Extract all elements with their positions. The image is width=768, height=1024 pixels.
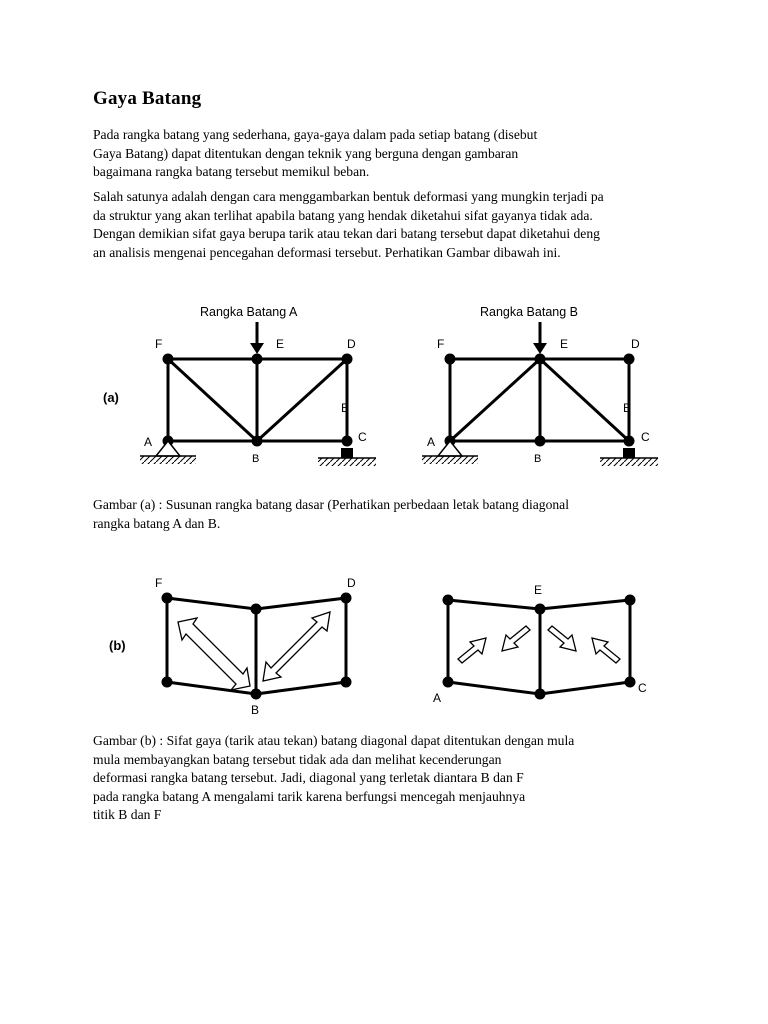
caption-line: titik B dan F — [93, 807, 162, 822]
node-label-b: B — [251, 703, 260, 717]
truss-a-members — [168, 359, 350, 441]
caption-a — [93, 496, 693, 533]
roller-support-c — [318, 448, 376, 466]
node-label-a: A — [433, 691, 442, 705]
figure-b-label: (b) — [109, 638, 126, 653]
compression-arrow — [458, 638, 486, 663]
node-label-c: C — [358, 430, 367, 444]
load-arrow — [533, 322, 547, 354]
caption-line: rangka batang A dan B. — [93, 515, 221, 531]
method-paragraph — [93, 188, 693, 262]
caption-b — [93, 732, 693, 825]
intro-paragraph — [93, 126, 693, 182]
paragraph-line: Salah satunya adalah dengan cara menggambarkan bentuk deformasi yang mungkin terjadi pa — [93, 189, 604, 204]
node-label-e: E — [560, 337, 569, 351]
truss-b-title: Rangka Batang B — [480, 305, 578, 319]
node-label-c: C — [638, 681, 647, 695]
compression-arrow — [548, 626, 576, 651]
node-label-d: D — [347, 576, 356, 590]
node-label-a: A — [427, 435, 436, 449]
caption-line: mula membayangkan batang tersebut tidak ada dan melihat kecenderungan — [93, 751, 502, 767]
node-label-e: E — [276, 337, 285, 351]
node-label-b-bottom: B — [534, 453, 542, 465]
caption-line: pada rangka batang A mengalami tarik karena berfungsi mencegah menjauhnya — [93, 788, 526, 804]
compression-arrow — [592, 638, 620, 663]
caption-line: Gambar (a) : Susunan rangka batang dasar (Perhatikan perbedaan letak batang diagonal — [93, 497, 569, 512]
truss-b — [422, 305, 658, 466]
node-label-e: E — [534, 583, 543, 597]
truss-a — [140, 305, 376, 466]
compression-arrow — [502, 626, 530, 651]
paragraph-line: an analisis mengenai pencegahan deformasi tersebut. Perhatikan Gambar dibawah ini. — [93, 244, 561, 260]
figure-a-label: (a) — [103, 390, 119, 405]
deformed-truss-left — [155, 576, 356, 717]
deformed-truss-right — [433, 583, 647, 705]
tension-arrow — [263, 612, 330, 681]
paragraph-line: Pada rangka batang yang sederhana, gaya-gaya dalam pada setiap batang (disebut — [93, 127, 538, 142]
node-label-a: A — [144, 435, 153, 449]
paragraph-line: Gaya Batang) dapat ditentukan dengan teknik yang berguna dengan gambaran — [93, 145, 519, 161]
node-label-f: F — [155, 337, 163, 351]
node-label-d: D — [347, 337, 356, 351]
paragraph-line: Dengan demikian sifat gaya berupa tarik atau tekan dari batang tersebut dapat diketahui deng — [93, 226, 600, 241]
paragraph-line: da struktur yang akan terlihat apabila batang yang hendak diketahui sifat gayanya tidak ada. — [93, 207, 593, 223]
node-label-b-bottom: B — [252, 453, 260, 465]
caption-line: deformasi rangka batang tersebut. Jadi, diagonal yang terletak diantara B dan F — [93, 770, 524, 785]
node-label-b-right: B — [623, 401, 632, 415]
node-label-c: C — [641, 430, 650, 444]
figure-a-truss-diagram — [0, 290, 768, 480]
caption-line: Gambar (b) : Sifat gaya (tarik atau tekan) batang diagonal dapat ditentukan dengan mula — [93, 733, 575, 748]
node-label-d: D — [631, 337, 640, 351]
tension-arrow — [178, 618, 250, 690]
node-label-f: F — [437, 337, 445, 351]
truss-a-title: Rangka Batang A — [200, 305, 298, 319]
node-label-b-right: B — [341, 401, 350, 415]
paragraph-line: bagaimana rangka batang tersebut memikul beban. — [93, 164, 370, 179]
figure-b-deformation-diagram — [0, 570, 768, 720]
roller-support-c — [600, 448, 658, 466]
page-title: Gaya Batang — [93, 88, 202, 109]
truss-b-members — [450, 359, 632, 441]
load-arrow — [250, 322, 264, 354]
node-label-f: F — [155, 576, 163, 590]
